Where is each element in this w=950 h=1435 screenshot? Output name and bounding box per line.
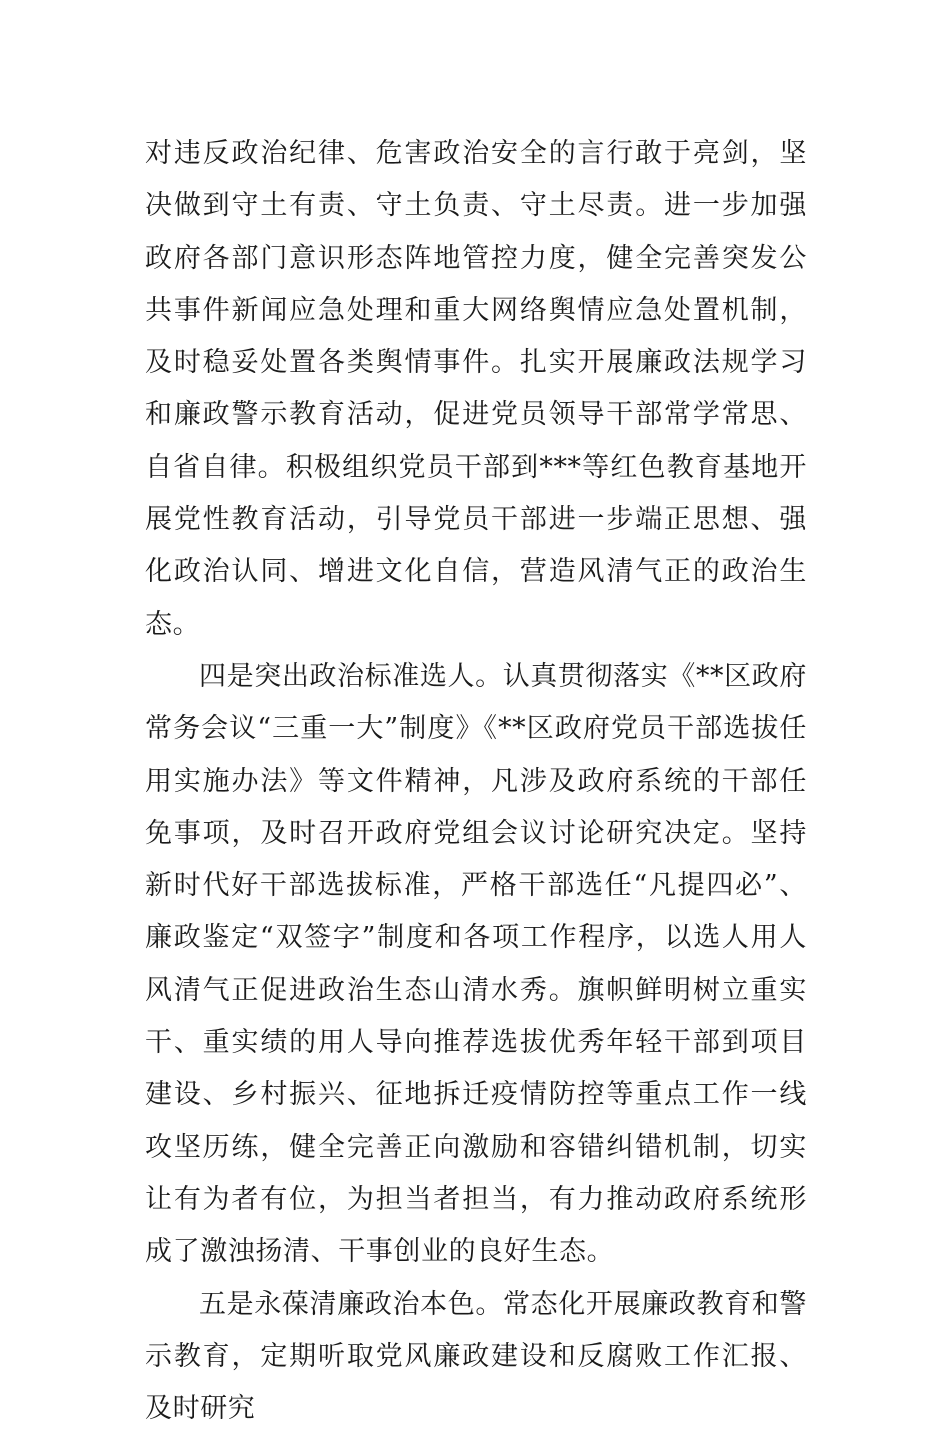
document-body (145, 128, 807, 1435)
paragraph-section-5: 五是永葆清廉政治本色。常态化开展廉政教育和警示教育，定期听取党风廉政建设和反腐败工作汇报、及时研究 (145, 1288, 807, 1425)
paragraph-continued: 对违反政治纪律、危害政治安全的言行敢于亮剑，坚决做到守土有责、守土负责、守土尽责。进一步加强政府各部门意识形态阵地管控力度，健全完善突发公共事件新闻应急处理和重大网络舆情应急处置机制，及时稳妥处置各类舆情事件。扎实开展廉政法规学习和廉政警示教育活动，促进党员领导干部常学常思、自省自律。积极组织党员干部到***等红色教育基地开展党性教育活动，引导党员干部进一步端正思想、强化政治认同、增进文化自信，营造风清气正的政治生态。 (145, 138, 807, 640)
paragraph-section-4: 四是突出政治标准选人。认真贯彻落实《**区政府常务会议“三重一大”制度》《**区政府党员干部选拔任用实施办法》等文件精神，凡涉及政府系统的干部任免事项，及时召开政府党组会议讨论研究决定。坚持新时代好干部选拔标准，严格干部选任“凡提四必”、廉政鉴定“双签字”制度和各项工作程序，以选人用人风清气正促进政治生态山清水秀。旗帜鲜明树立重实干、重实绩的用人导向推荐选拔优秀年轻干部到项目建设、乡村振兴、征地拆迁疫情防控等重点工作一线攻坚历练，健全完善正向激励和容错纠错机制，切实让有为者有位，为担当者担当，有力推动政府系统形成了激浊扬清、干事创业的良好生态。 (145, 660, 807, 1268)
